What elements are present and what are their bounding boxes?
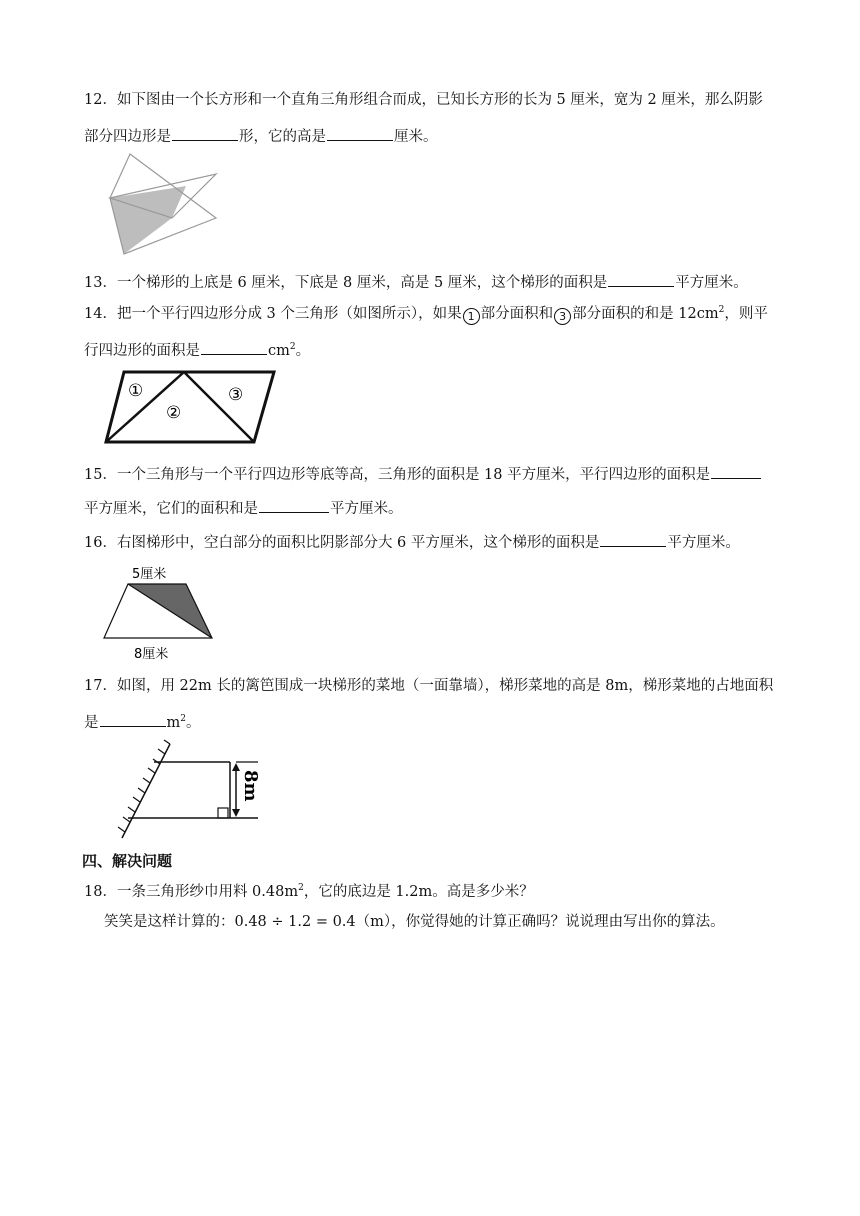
q17-text: 17．如图，用 22m 长的篱笆围成一块梯形的菜地（一面靠墙），梯形菜地的高是 8m，梯形菜地的占地面积: [84, 678, 774, 694]
q16-top-label: 5厘米: [132, 567, 167, 582]
q18-text-b: ，它的底边是 1.2m。高是多少米？: [303, 884, 534, 900]
q12-text-a: 部分四边形是: [84, 129, 171, 145]
q12-line1: [84, 90, 763, 110]
q17-figure: [108, 738, 278, 842]
q16-line: [84, 530, 740, 553]
q18-line2: [104, 912, 725, 932]
circled-number-3: 3: [554, 308, 571, 325]
q16-bottom-label: 8厘米: [134, 647, 169, 662]
q14-fig-label-1: ①: [128, 381, 144, 401]
q12-text-b: 形，它的高是: [239, 129, 326, 145]
q12-blank-2[interactable]: [327, 124, 393, 141]
q17-unit: m: [166, 715, 181, 731]
q12-blank-1[interactable]: [172, 124, 238, 141]
q16-figure: [100, 562, 220, 662]
q14-sup-2: 2: [289, 342, 296, 353]
q18-line1: [84, 882, 534, 902]
q14-unit: cm: [268, 343, 290, 359]
q14-text-c: 部分面积的和是 12cm: [572, 306, 719, 322]
q15-line2: [84, 496, 403, 519]
q14-text-b: 部分面积和: [480, 306, 554, 322]
q17-wall: [122, 744, 170, 838]
q15-text-c: 平方厘米。: [330, 501, 403, 517]
q18-text-a: 18．一条三角形纱巾用料 0.48m: [84, 884, 299, 900]
q17-arrow-up: [232, 763, 240, 771]
q12-text-c: 厘米。: [394, 129, 438, 145]
q14-fig-label-3: ③: [228, 385, 244, 405]
q15-text-a: 15．一个三角形与一个平行四边形等底等高，三角形的面积是 18 平方厘米，平行四边形的面积是: [84, 467, 711, 483]
q14-line1: [84, 304, 768, 325]
q12-line2: [84, 124, 438, 147]
q15-text-b: 平方厘米，它们的面积和是: [84, 501, 258, 517]
q17-right-angle-mark: [218, 808, 228, 818]
q17-line2: [84, 710, 200, 733]
q16-blank[interactable]: [600, 530, 666, 547]
q14-text-d: ，则平: [724, 306, 768, 322]
q17-height-label: 8m: [240, 770, 261, 802]
q14-text-a: 14．把一个平行四边形分成 3 个三角形（如图所示），如果: [84, 306, 462, 322]
q15-blank-2[interactable]: [259, 496, 329, 513]
q14-diagonal-right: [184, 372, 254, 442]
q14-figure: [104, 366, 280, 446]
q18-text-d: （m），你觉得她的计算正确吗？说说理由写出你的算法。: [355, 914, 725, 930]
circled-number-1: 1: [463, 308, 480, 325]
q17-text-a: 是: [84, 715, 99, 731]
q16-text-a: 16．右图梯形中，空白部分的面积比阴影部分大 6 平方厘米，这个梯形的面积是: [84, 535, 600, 551]
q14-sup-1: 2: [718, 305, 725, 316]
q17-sup: 2: [180, 714, 186, 725]
q12-text: 12．如下图由一个长方形和一个直角三角形组合而成，已知长方形的长为 5 厘米，宽为 2 厘米，那么阴影: [84, 92, 763, 108]
q14-text-e: 行四边形的面积是: [84, 343, 200, 359]
q14-blank[interactable]: [201, 338, 267, 355]
q17-line1: [84, 676, 773, 696]
section-heading: 四、解决问题: [82, 852, 173, 870]
q13-text-a: 13．一个梯形的上底是 6 厘米，下底是 8 厘米，高是 5 厘米，这个梯形的面积是: [84, 275, 608, 291]
q17-text-b: 。: [185, 715, 201, 731]
q13-line: [84, 270, 748, 293]
q15-blank-1[interactable]: [711, 462, 761, 479]
q18-math-expression: 0.48 ÷ 1.2 = 0.4: [234, 914, 356, 930]
q17-blank[interactable]: [100, 710, 166, 727]
q18-sup: 2: [298, 883, 304, 894]
q16-text-b: 平方厘米。: [667, 535, 740, 551]
q12-figure: [104, 150, 224, 258]
q13-text-b: 平方厘米。: [675, 275, 748, 291]
q14-fig-label-2: ②: [166, 403, 182, 423]
q17-arrow-down: [232, 809, 240, 817]
q14-line2: [84, 338, 310, 361]
q18-text-c: 笑笑是这样计算的：: [104, 914, 235, 930]
q15-line1: [84, 462, 762, 485]
q14-text-f: 。: [295, 343, 311, 359]
q13-blank[interactable]: [608, 270, 674, 287]
